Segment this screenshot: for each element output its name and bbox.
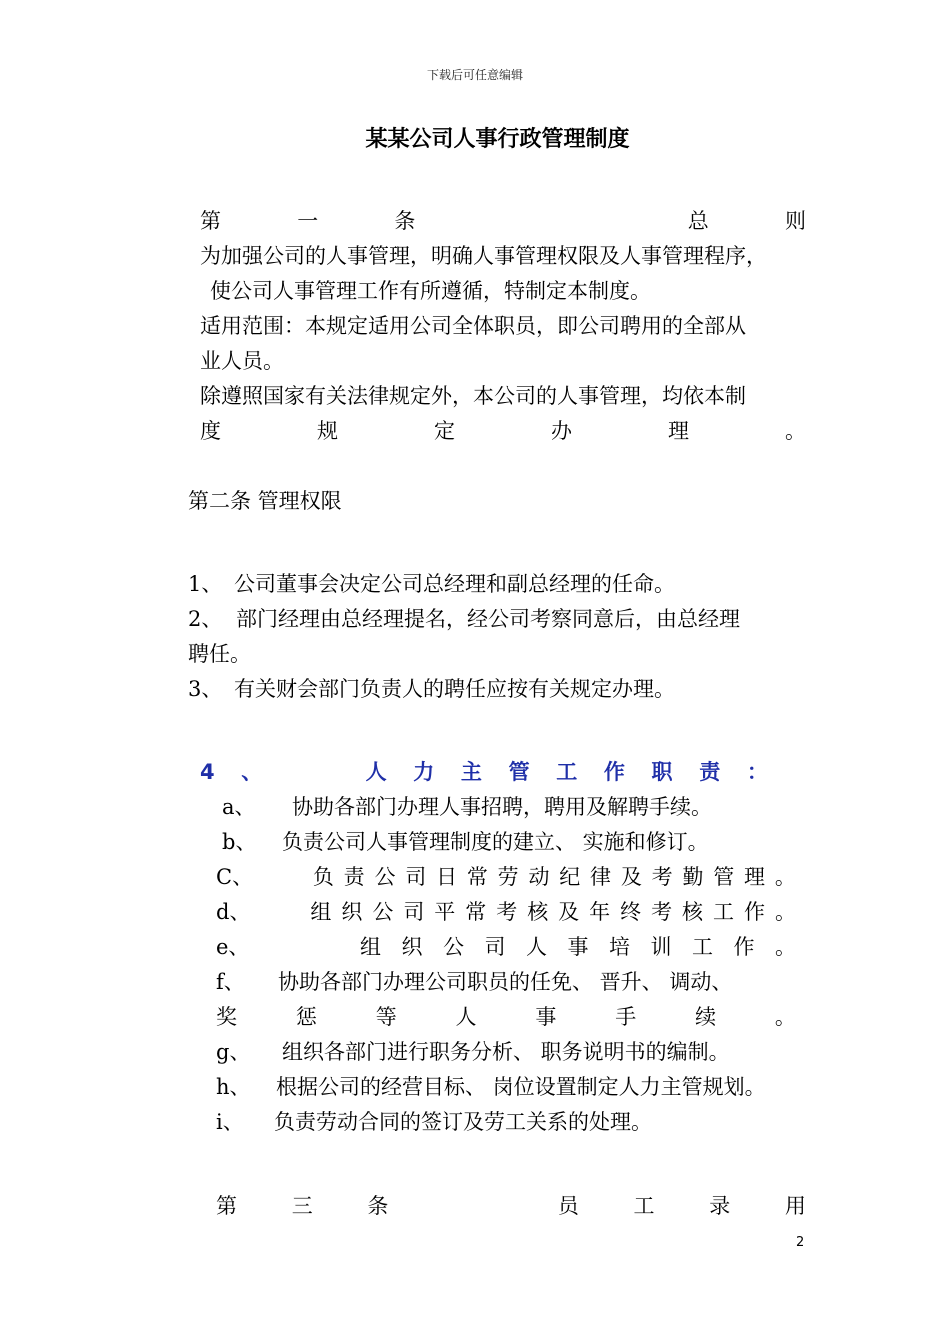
spread-char: 。 <box>785 419 806 443</box>
header-note: 下载后可任意编辑 <box>426 68 523 82</box>
heading-char: 条 <box>367 1194 389 1218</box>
spread-char: 年 <box>589 900 611 924</box>
heading-char: 工 <box>556 760 578 784</box>
spread-char: 培 <box>608 935 630 959</box>
list-item-spread <box>216 1002 796 1032</box>
paragraph-line: 使公司人事管理工作有所遵循，特制定本制度。 <box>210 279 651 303</box>
article-1-heading <box>200 206 806 236</box>
spread-char: 公 <box>442 935 464 959</box>
item-marker: f、 <box>216 970 245 994</box>
spread-char: 。 <box>774 1005 796 1029</box>
list-item <box>222 827 709 857</box>
spread-char: 律 <box>590 865 612 889</box>
spread-char: 理 <box>744 865 766 889</box>
heading-char: 员 <box>557 1194 579 1218</box>
heading-char: 人 <box>365 760 387 784</box>
spread-char: 手 <box>615 1005 637 1029</box>
spread-char: 工 <box>713 900 735 924</box>
spread-char: 惩 <box>295 1005 317 1029</box>
spread-char: 人 <box>525 935 547 959</box>
heading-char: 职 <box>651 760 673 784</box>
spread-char: 等 <box>375 1005 397 1029</box>
spread-char: 平 <box>434 900 456 924</box>
spread-char: 作 <box>733 935 755 959</box>
item-marker: 2、 <box>188 607 223 631</box>
spread-char: 核 <box>682 900 704 924</box>
spread-char: 训 <box>650 935 672 959</box>
spread-char: 。 <box>774 865 796 889</box>
item-text: 根据公司的经营目标、 岗位设置制定人力主管规划。 <box>276 1075 766 1099</box>
paragraph-line: 业人员。 <box>200 349 284 373</box>
spread-char: 办 <box>551 419 572 443</box>
article-2-heading: 第二条 管理权限 <box>188 489 342 513</box>
spread-char: 日 <box>436 865 458 889</box>
spread-char: 作 <box>743 900 765 924</box>
item-text: 协助各部门办理公司职员的任免、 晋升、 调动、 <box>278 970 733 994</box>
heading-char: 总 <box>687 209 709 233</box>
list-item <box>188 604 818 634</box>
paragraph-line: 适用范围：本规定适用公司全体职员，即公司聘用的全部从 <box>200 314 746 338</box>
item-marker: C、 <box>216 865 254 889</box>
item-text: 负责公司人事管理制度的建立、 实施和修订。 <box>282 830 709 854</box>
spread-char: 司 <box>484 935 506 959</box>
heading-char: 管 <box>508 760 530 784</box>
heading-char: ： <box>746 760 768 784</box>
item-marker: g、 <box>216 1040 251 1064</box>
item-marker: e、 <box>216 935 250 959</box>
item-marker: i、 <box>216 1110 244 1134</box>
paragraph-line: 为加强公司的人事管理，明确人事管理权限及人事管理程序， <box>200 244 767 268</box>
spread-char: 及 <box>620 865 642 889</box>
heading-char: 录 <box>709 1194 731 1218</box>
item-text: 协助各部门办理人事招聘，聘用及解聘手续。 <box>292 795 712 819</box>
spread-char: 公 <box>372 900 394 924</box>
heading-char: 用 <box>784 1194 806 1218</box>
spread-char: 织 <box>401 935 423 959</box>
paragraph-line: 除遵照国家有关法律规定外，本公司的人事管理，均依本制 <box>200 384 746 408</box>
heading-char: 力 <box>413 760 435 784</box>
spread-char: 纪 <box>559 865 581 889</box>
list-item <box>188 639 818 669</box>
spread-char: 织 <box>341 900 363 924</box>
heading-char: 三 <box>291 1194 313 1218</box>
spread-char: 核 <box>527 900 549 924</box>
spread-char: 奖 <box>216 1005 237 1029</box>
item-text: 聘任。 <box>188 642 251 666</box>
item-marker: 1、 <box>188 572 223 596</box>
spread-char: 责 <box>343 865 365 889</box>
item-text: 部门经理由总经理提名，经公司考察同意后，由总经理 <box>236 607 740 631</box>
spread-char: 事 <box>535 1005 557 1029</box>
spread-char: 规 <box>317 419 338 443</box>
spread-char: 考 <box>651 865 673 889</box>
list-item <box>222 792 712 822</box>
heading-char: 责 <box>699 760 721 784</box>
item-marker: d、 <box>216 900 251 924</box>
document-title: 某某公司人事行政管理制度 <box>365 127 630 152</box>
spread-char: 。 <box>774 900 796 924</box>
item-text: 有关财会部门负责人的聘任应按有关规定办理。 <box>234 677 675 701</box>
list-item-spread <box>216 862 796 892</box>
spread-char: 考 <box>651 900 673 924</box>
spread-char: 事 <box>567 935 589 959</box>
heading-char: 一 <box>297 209 319 233</box>
spread-char: 公 <box>374 865 396 889</box>
heading-char: 主 <box>460 760 482 784</box>
item-marker: b、 <box>222 830 257 854</box>
heading-char: 工 <box>633 1194 655 1218</box>
heading-char: 第 <box>200 209 221 233</box>
spread-char: 常 <box>465 900 487 924</box>
heading-char: 作 <box>603 760 625 784</box>
spread-char: 司 <box>403 900 425 924</box>
heading-char: 第 <box>216 1194 237 1218</box>
spread-char: 负 <box>312 865 334 889</box>
heading-char: 条 <box>394 209 416 233</box>
item-marker: a、 <box>222 795 256 819</box>
item-text: 组织各部门进行职务分析、 职务说明书的编制。 <box>282 1040 730 1064</box>
spread-char: 管 <box>713 865 735 889</box>
list-item <box>216 1107 652 1137</box>
spread-char: 。 <box>774 935 796 959</box>
heading-char: 则 <box>784 209 806 233</box>
list-item-spread <box>216 897 796 927</box>
article-3-heading <box>216 1191 806 1221</box>
paragraph-line-spread <box>200 416 806 446</box>
spread-char: 勤 <box>682 865 704 889</box>
spread-char: 续 <box>695 1005 717 1029</box>
spread-char: 组 <box>310 900 332 924</box>
item-text: 公司董事会决定公司总经理和副总经理的任命。 <box>234 572 675 596</box>
list-item-spread <box>216 932 796 962</box>
item-marker: h、 <box>216 1075 251 1099</box>
article-2-list <box>188 569 818 704</box>
list-item <box>216 967 732 997</box>
item-marker: 3、 <box>188 677 223 701</box>
article-1 <box>200 206 806 446</box>
spread-char: 司 <box>405 865 427 889</box>
spread-char: 人 <box>455 1005 477 1029</box>
list-item <box>216 1037 730 1067</box>
spread-char: 定 <box>434 419 455 443</box>
spread-char: 劳 <box>497 865 519 889</box>
spread-char: 度 <box>200 419 221 443</box>
spread-char: 工 <box>691 935 713 959</box>
spread-char: 及 <box>558 900 580 924</box>
spread-char: 动 <box>528 865 550 889</box>
spread-char: 考 <box>496 900 518 924</box>
list-item <box>188 674 818 704</box>
heading-char: 4 <box>200 760 215 784</box>
spread-char: 常 <box>466 865 488 889</box>
heading-char: 、 <box>241 760 263 784</box>
page-number: 2 <box>796 1235 805 1250</box>
spread-char: 终 <box>620 900 642 924</box>
list-item <box>216 1072 766 1102</box>
section-4-heading <box>200 757 768 787</box>
spread-char: 组 <box>359 935 381 959</box>
item-text: 负责劳动合同的签订及劳工关系的处理。 <box>274 1110 652 1134</box>
spread-char: 理 <box>668 419 689 443</box>
list-item <box>188 569 818 599</box>
